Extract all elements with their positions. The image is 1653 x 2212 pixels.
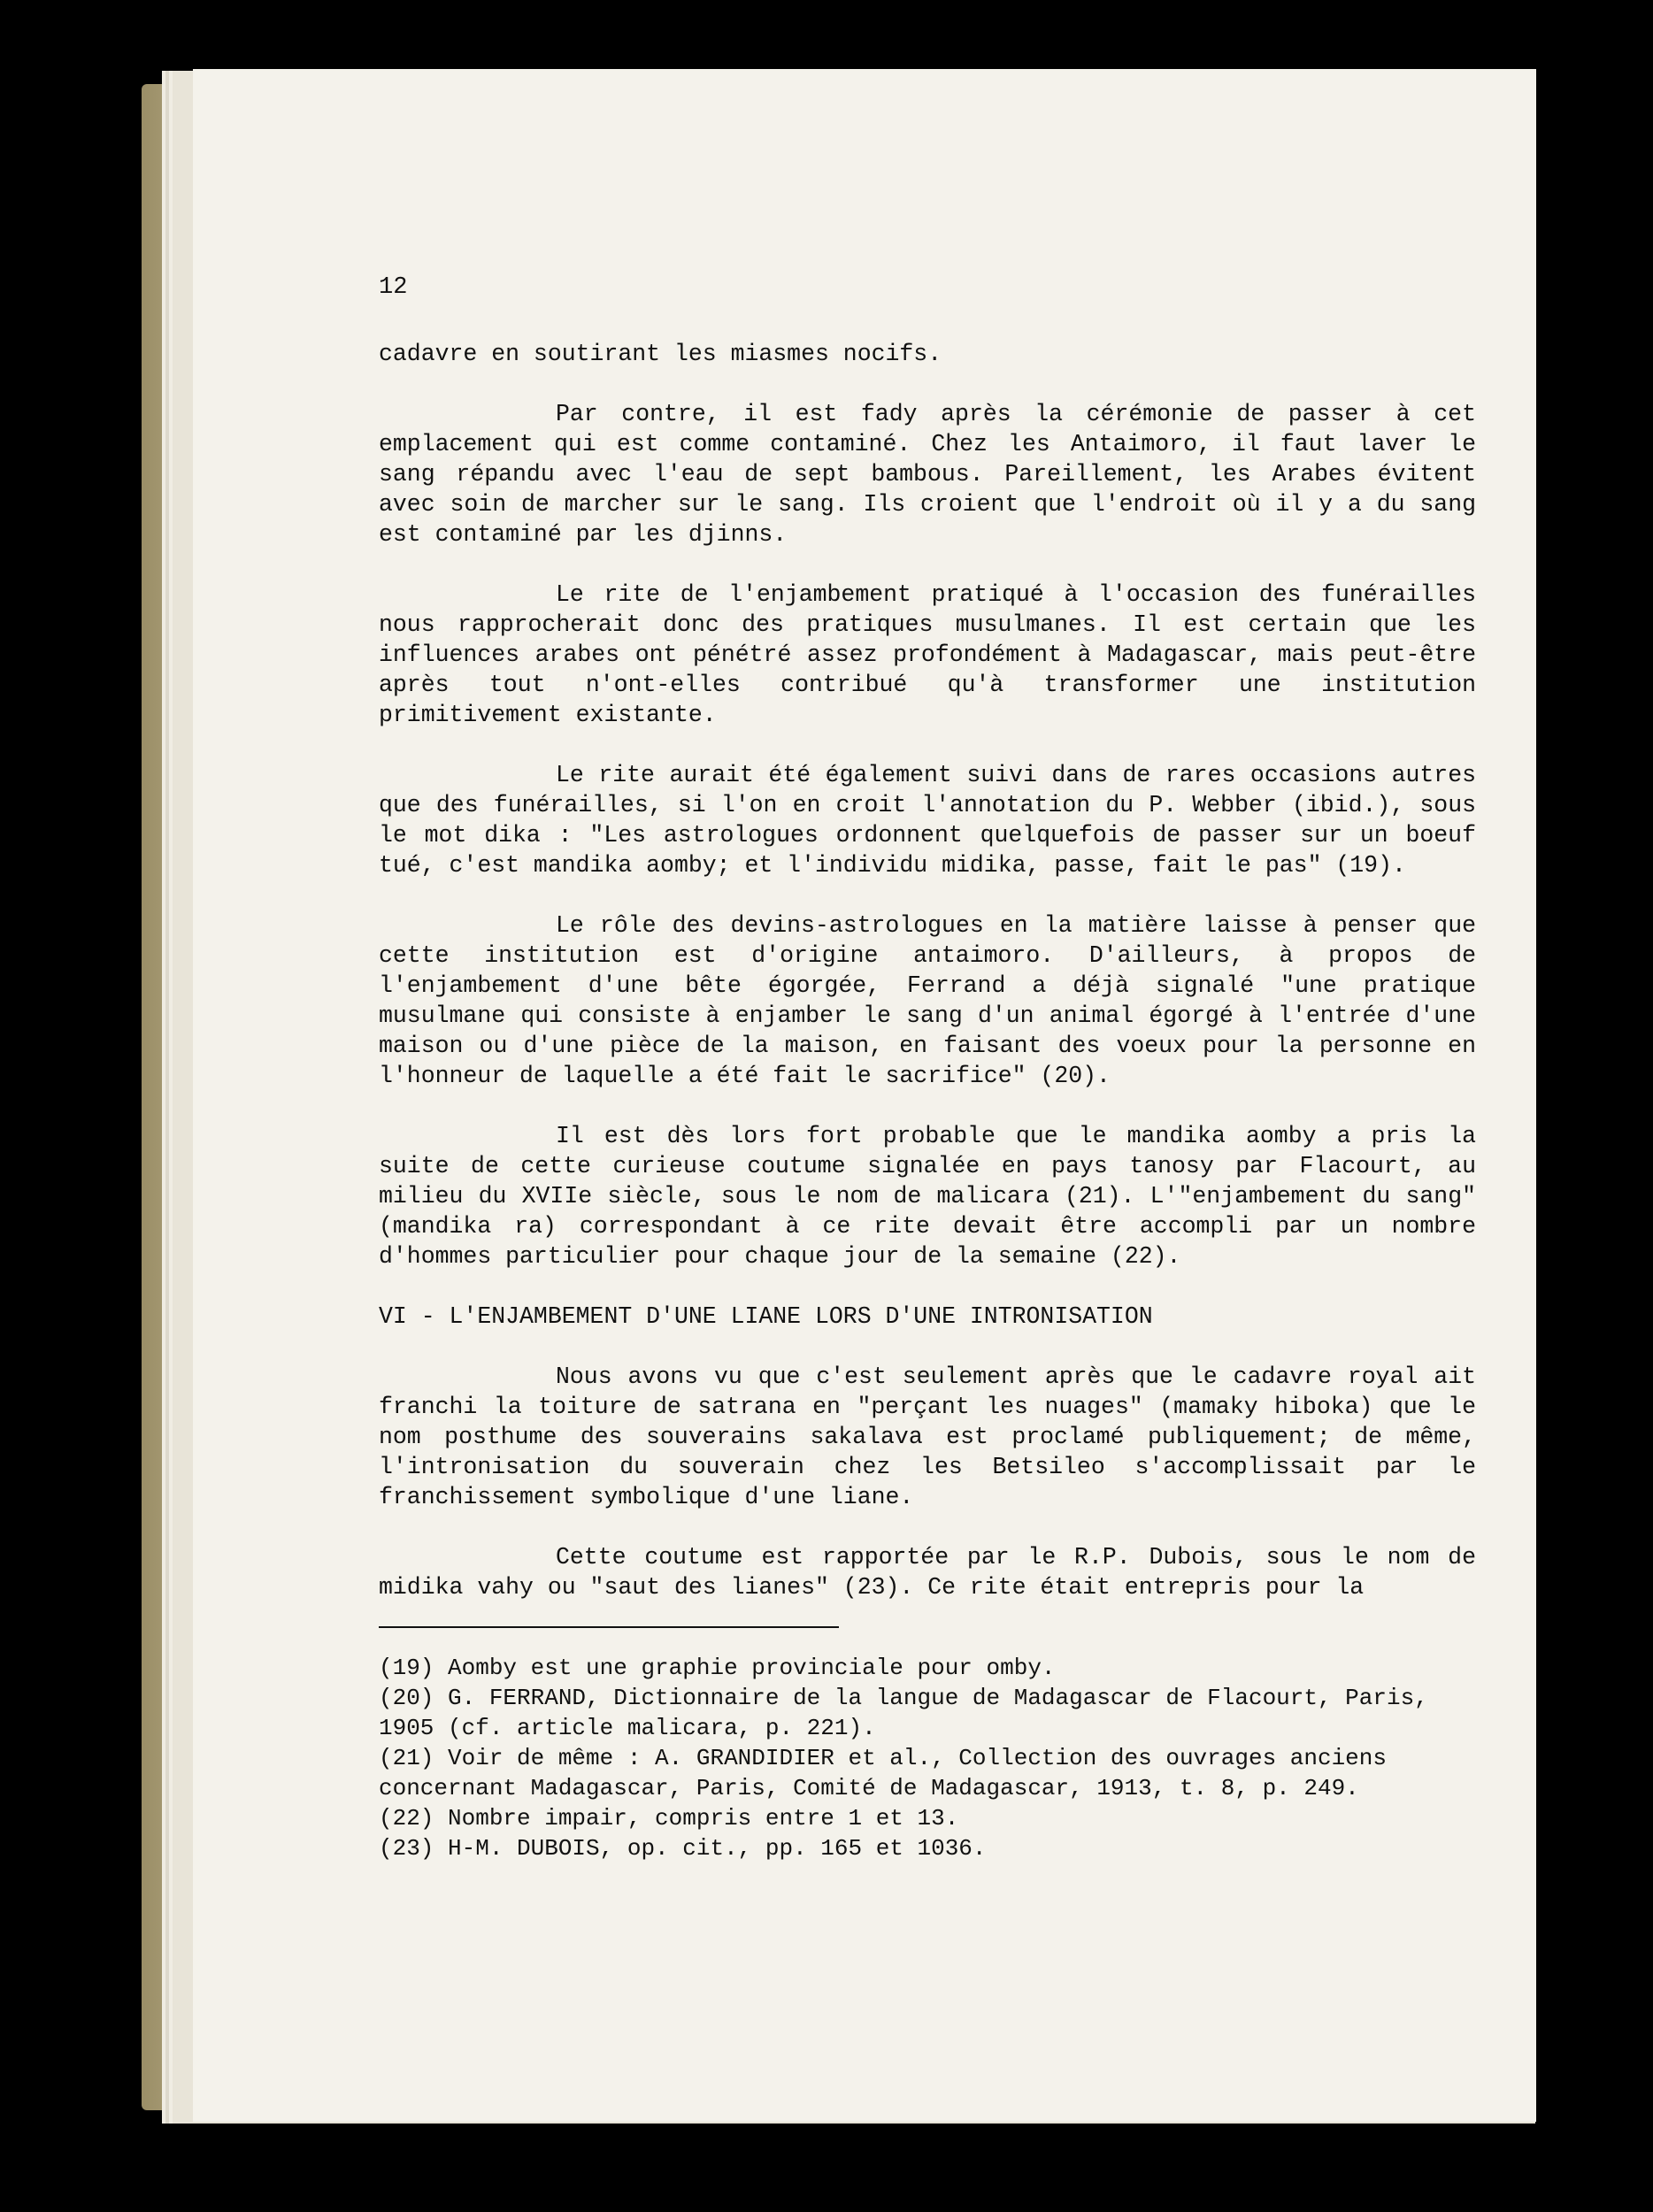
paragraph: cadavre en soutirant les miasmes nocifs. bbox=[379, 341, 942, 367]
paragraph: Par contre, il est fady après la cérémonie de passer à cet emplacement qui est comme contaminé. Chez les Antaimoro, il faut laver le sang répandu avec l'eau de sept bambous. Pareillement, les Arabes évitent avec soin de marcher sur le sang. Ils croient que l'endroit où il y a du sang est contaminé par les djinns. bbox=[379, 401, 1476, 548]
paragraph: Il est dès lors fort probable que le mandika aomby a pris la suite de cette curieuse coutume signalée en pays tanosy par Flacourt, au milieu du XVIIe siècle, sous le nom de malicara (21). L'"enjambement du sang" (mandika ra) correspondant à ce rite devait être accompli par un nombre d'hommes particulier pour chaque jour de la semaine (22). bbox=[379, 1123, 1476, 1270]
paragraph: Nous avons vu que c'est seulement après que le cadavre royal ait franchi la toiture de satrana en "perçant les nuages" (mamaky hiboka) que le nom posthume des souverains sakalava est proclamé publiquement; de même, l'intronisation du souverain chez les Betsileo s'accomplissait par le franchissement symbolique d'une liane. bbox=[379, 1363, 1476, 1510]
footnotes bbox=[379, 1653, 1494, 1863]
footnote: (23) H-M. DUBOIS, op. cit., pp. 165 et 1036. bbox=[379, 1835, 987, 1862]
footnote: (21) Voir de même : A. GRANDIDIER et al., Collection des ouvrages anciens concernant Madagascar, Paris, Comité de Madagascar, 1913, t. 8, p. 249. bbox=[379, 1745, 1387, 1801]
paragraph: Le rite de l'enjambement pratiqué à l'occasion des funérailles nous rapprocherait donc des pratiques musulmanes. Il est certain que les influences arabes ont pénétré assez profondément à Madagascar, mais peut-être après tout n'ont-elles contribué qu'à transformer une institution primitivement existante. bbox=[379, 581, 1476, 728]
section-heading: VI - L'ENJAMBEMENT D'UNE LIANE LORS D'UNE INTRONISATION bbox=[379, 1303, 1153, 1330]
footnote-separator bbox=[379, 1626, 839, 1628]
document-page bbox=[193, 69, 1536, 2122]
footnote: (19) Aomby est une graphie provinciale pour omby. bbox=[379, 1655, 1056, 1681]
paragraph: Le rite aurait été également suivi dans de rares occasions autres que des funérailles, si l'on en croit l'annotation du P. Webber (ibid.), sous le mot dika : "Les astrologues ordonnent quelquefois de passer sur un boeuf tué, c'est mandika aomby; et l'individu midika, passe, fait le pas" (19). bbox=[379, 762, 1476, 879]
footnote: (20) G. FERRAND, Dictionnaire de la langue de Madagascar de Flacourt, Paris, 1905 (cf. article malicara, p. 221). bbox=[379, 1685, 1428, 1741]
paragraph: Le rôle des devins-astrologues en la matière laisse à penser que cette institution est d'origine antaimoro. D'ailleurs, à propos de l'enjambement d'une bête égorgée, Ferrand a déjà signalé "une pratique musulmane qui consiste à enjamber le sang d'un animal égorgé à l'entrée d'une maison ou d'une pièce de la maison, en faisant des voeux pour la personne en l'honneur de laquelle a été fait le sacrifice" (20). bbox=[379, 912, 1476, 1089]
page-number: 12 bbox=[379, 274, 408, 301]
paragraph: Cette coutume est rapportée par le R.P. Dubois, sous le nom de midika vahy ou "saut des lianes" (23). Ce rite était entrepris pour la bbox=[379, 1544, 1476, 1601]
footnote: (22) Nombre impair, compris entre 1 et 13. bbox=[379, 1805, 959, 1832]
body-text bbox=[379, 339, 1476, 1632]
